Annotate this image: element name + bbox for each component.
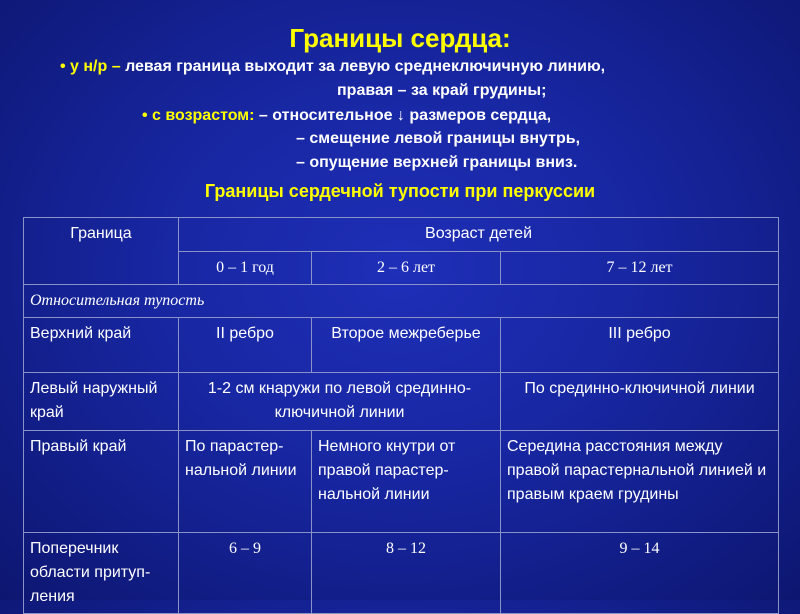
table-row: [24, 373, 779, 431]
cell-upper-7-12: III ребро: [501, 318, 779, 373]
cell-right-0-1: По парастер-нальной линии: [179, 431, 312, 533]
table-section-row: [24, 285, 779, 318]
cell-right-2-6: Немного кнутри от правой парастер-нальной линии: [312, 431, 501, 533]
cell-upper-0-1: II ребро: [179, 318, 312, 373]
note-age-prefix: • с возрастом:: [142, 107, 255, 124]
row-label-right: Правый край: [24, 431, 179, 533]
percussion-table: [23, 217, 779, 614]
note-line-left-shift: – смещение левой границы внутрь,: [296, 130, 581, 147]
note-line-newborn: [60, 57, 605, 77]
cell-diameter-2-6: 8 – 12: [312, 533, 501, 614]
header-age: Возраст детей: [179, 218, 779, 252]
row-label-upper: Верхний край: [24, 318, 179, 373]
table-row: [24, 431, 779, 533]
cell-right-7-12: Середина расстояния между правой парастернальной линией и правым краем грудины: [501, 431, 779, 533]
slide-title: Границы сердца:: [289, 23, 511, 53]
note-line-age: [142, 106, 551, 126]
note-newborn-text: левая граница выходит за левую среднеключичную линию,: [125, 58, 606, 75]
note-line-right-border: правая – за край грудины;: [337, 82, 547, 99]
cell-diameter-0-1: 6 – 9: [179, 533, 312, 614]
cell-diameter-7-12: 9 – 14: [501, 533, 779, 614]
age-group-7-12: 7 – 12 лет: [501, 252, 779, 285]
note-line-upper-drop: – опущение верхней границы вниз.: [296, 154, 578, 171]
note-age-text: – относительное ↓ размеров сердца,: [254, 107, 552, 124]
header-border: Граница: [24, 218, 179, 285]
cell-left-0-6: 1-2 см кнаружи по левой срединно-ключичной линии: [179, 373, 501, 431]
table-row: [24, 533, 779, 614]
table-row: [24, 318, 779, 373]
age-group-0-1: 0 – 1 год: [179, 252, 312, 285]
table-header-row: [24, 218, 779, 252]
table-title: Границы сердечной тупости при перкуссии: [204, 181, 596, 201]
section-relative-dullness: Относительная тупость: [24, 285, 779, 318]
row-label-diameter: Поперечник области притуп-ления: [24, 533, 179, 614]
cell-left-7-12: По срединно-ключичной линии: [501, 373, 779, 431]
age-group-2-6: 2 – 6 лет: [312, 252, 501, 285]
row-label-left: Левый наружный край: [24, 373, 179, 431]
cell-upper-2-6: Второе межреберье: [312, 318, 501, 373]
note-newborn-prefix: • у н/р –: [60, 58, 126, 75]
